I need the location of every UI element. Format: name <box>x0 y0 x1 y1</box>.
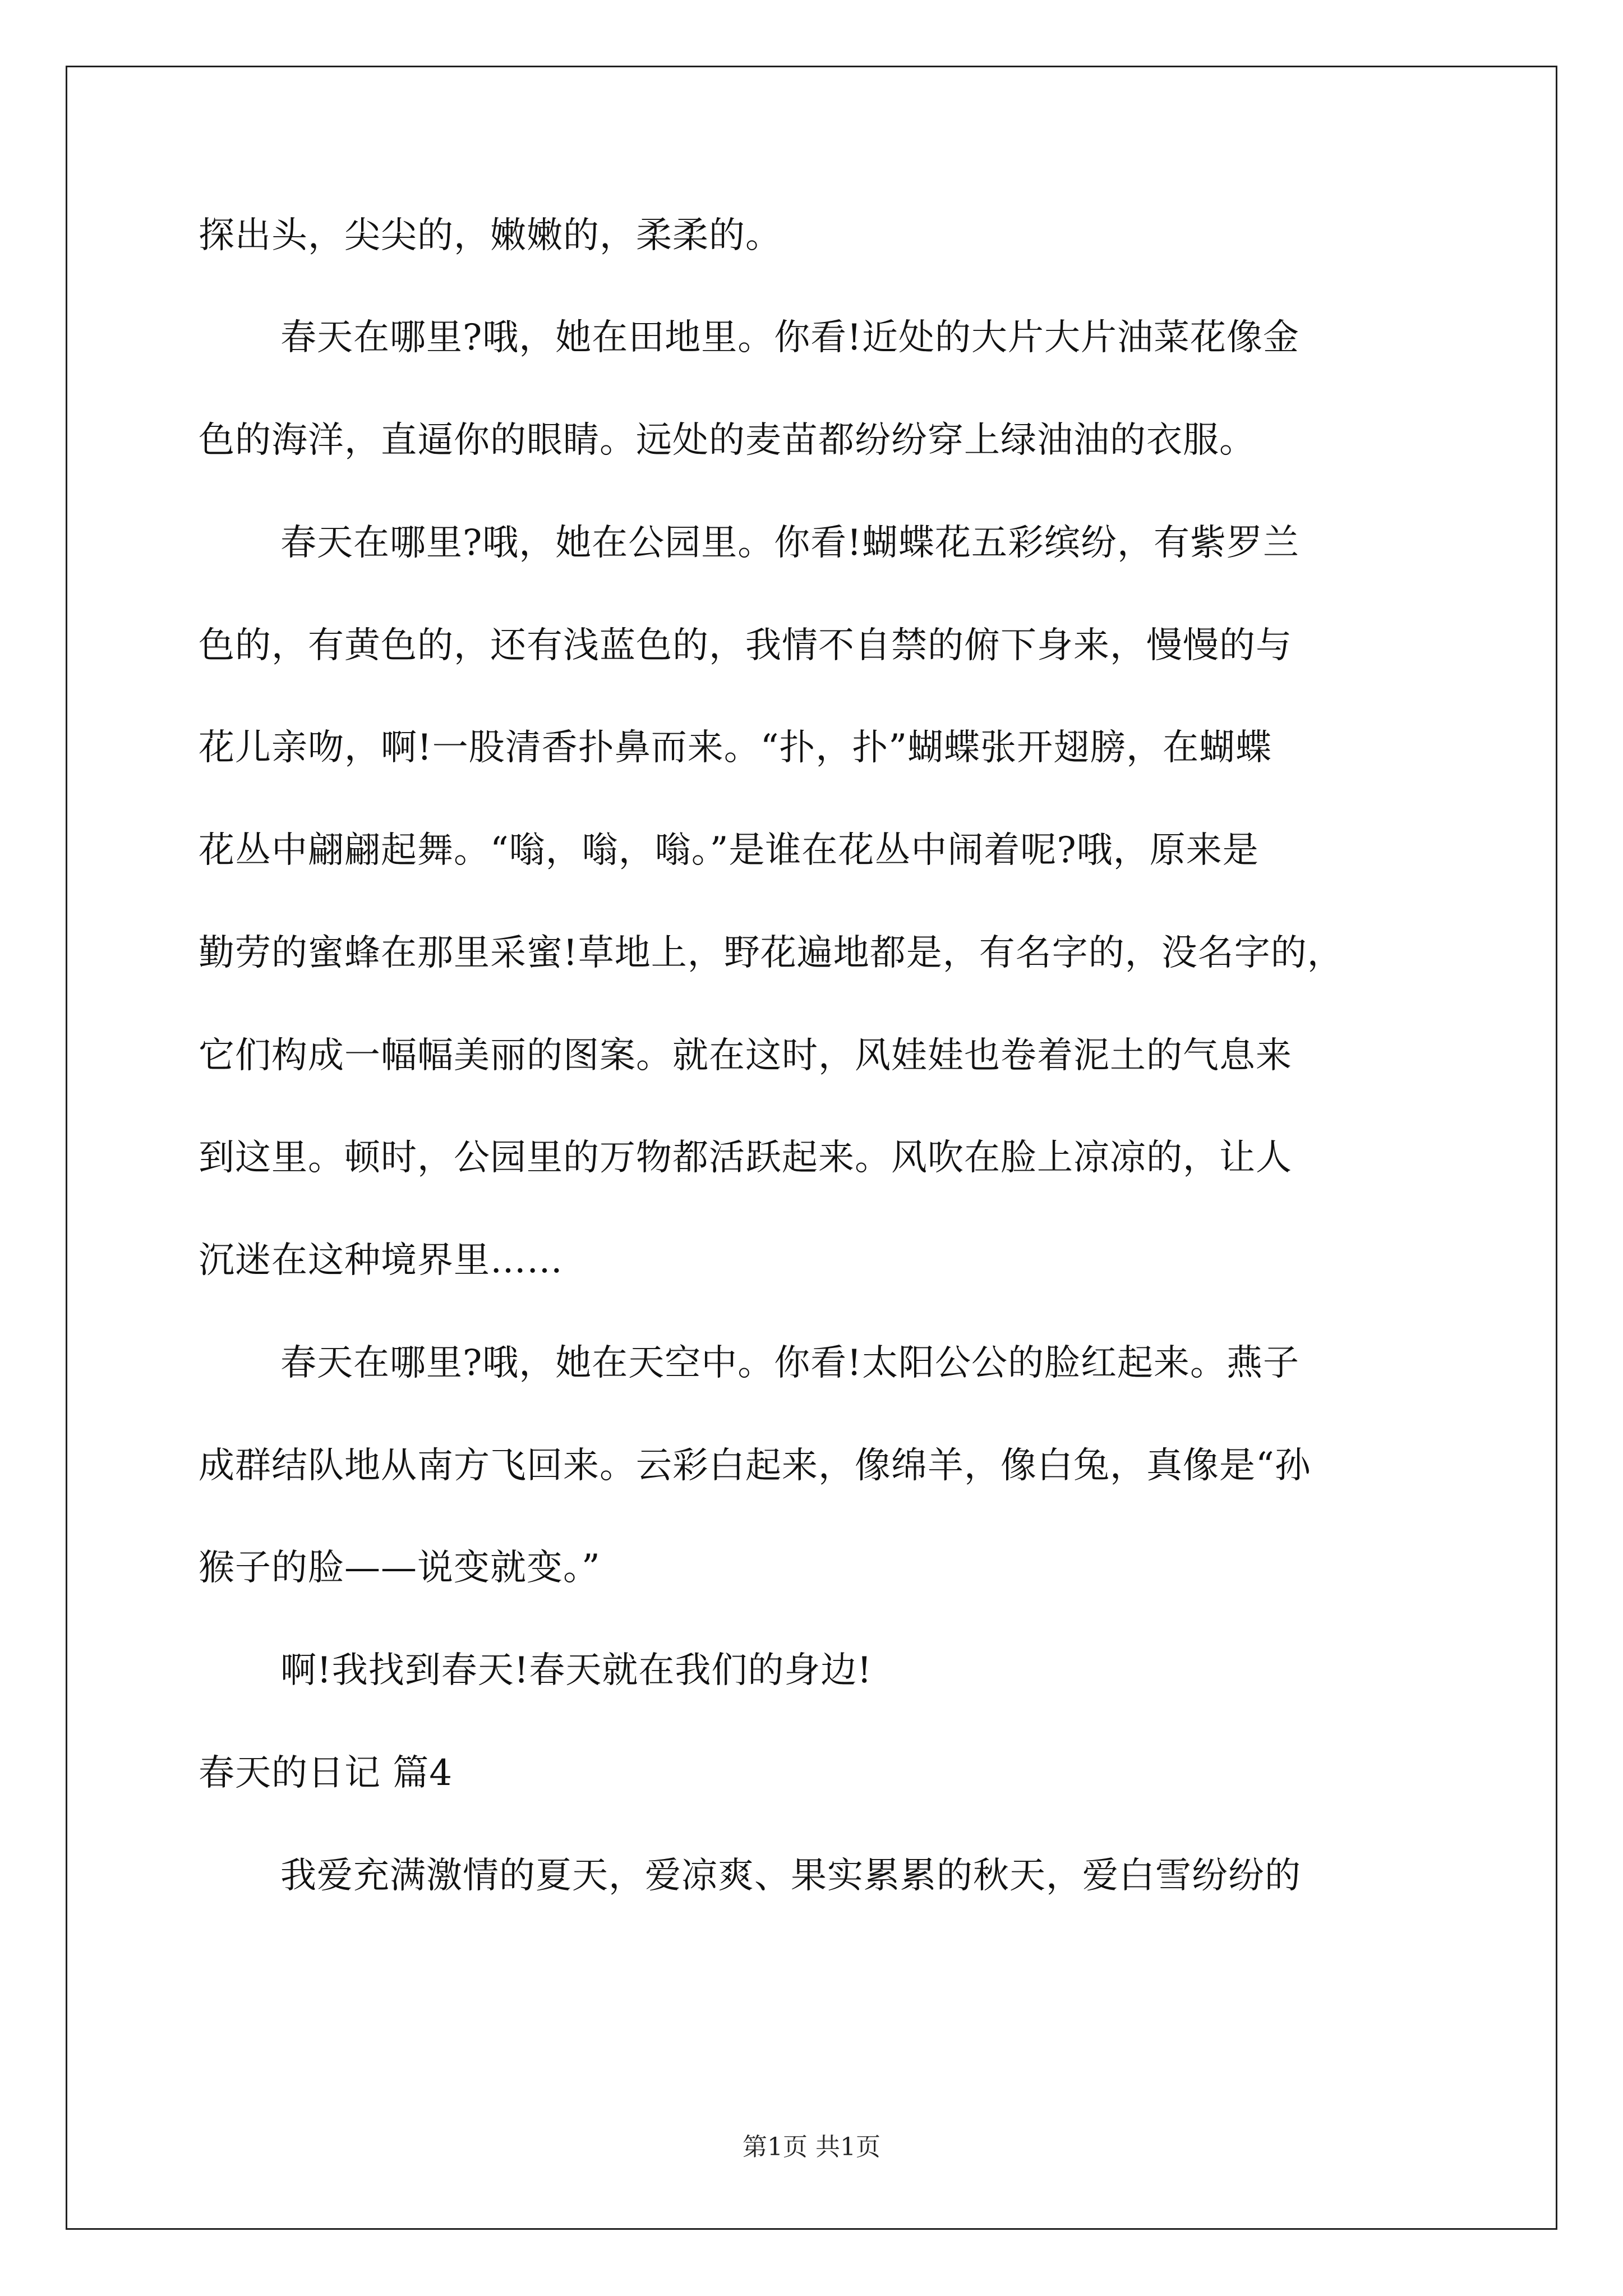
paragraph-start-line: 春天在哪里?哦，她在公园里。你看!蝴蝶花五彩缤纷，有紫罗兰 <box>280 522 1300 564</box>
section-heading: 春天的日记 篇4 <box>199 1752 453 1794</box>
page-number-footer: 第1页 共1页 <box>743 2133 880 2161</box>
paragraph-start-line: 啊!我找到春天!春天就在我们的身边! <box>280 1650 873 1691</box>
paragraph-start-line: 春天在哪里?哦，她在田地里。你看!近处的大片大片油菜花像金 <box>280 317 1300 358</box>
text-line: 它们构成一幅幅美丽的图案。就在这时，风娃娃也卷着泥土的气息来 <box>199 1035 1292 1076</box>
text-line: 沉迷在这种境界里…… <box>199 1240 563 1281</box>
paragraph-start-line: 春天在哪里?哦，她在天空中。你看!太阳公公的脸红起来。燕子 <box>280 1342 1300 1384</box>
text-line: 花儿亲吻，啊!一股清香扑鼻而来。“扑，扑”蝴蝶张开翅膀，在蝴蝶 <box>199 727 1272 769</box>
text-line: 色的海洋，直逼你的眼睛。远处的麦苗都纷纷穿上绿油油的衣服。 <box>199 420 1256 461</box>
text-line: 猴子的脸——说变就变。” <box>199 1547 601 1589</box>
paragraph-start-line: 我爱充满激情的夏天，爱凉爽、果实累累的秋天，爱白雪纷纷的 <box>280 1855 1301 1897</box>
text-line: 到这里。顿时，公园里的万物都活跃起来。风吹在脸上凉凉的，让人 <box>199 1137 1292 1179</box>
text-line: 成群结队地从南方飞回来。云彩白起来，像绵羊，像白兔，真像是“孙 <box>199 1445 1311 1487</box>
text-line: 勤劳的蜜蜂在那里采蜜!草地上，野花遍地都是，有名字的，没名字的， <box>199 932 1344 974</box>
text-line: 花丛中翩翩起舞。“嗡，嗡，嗡。”是谁在花丛中闹着呢?哦，原来是 <box>199 830 1259 871</box>
text-line: 色的，有黄色的，还有浅蓝色的，我情不自禁的俯下身来，慢慢的与 <box>199 625 1292 666</box>
text-line: 探出头，尖尖的，嫩嫩的，柔柔的。 <box>199 215 782 256</box>
